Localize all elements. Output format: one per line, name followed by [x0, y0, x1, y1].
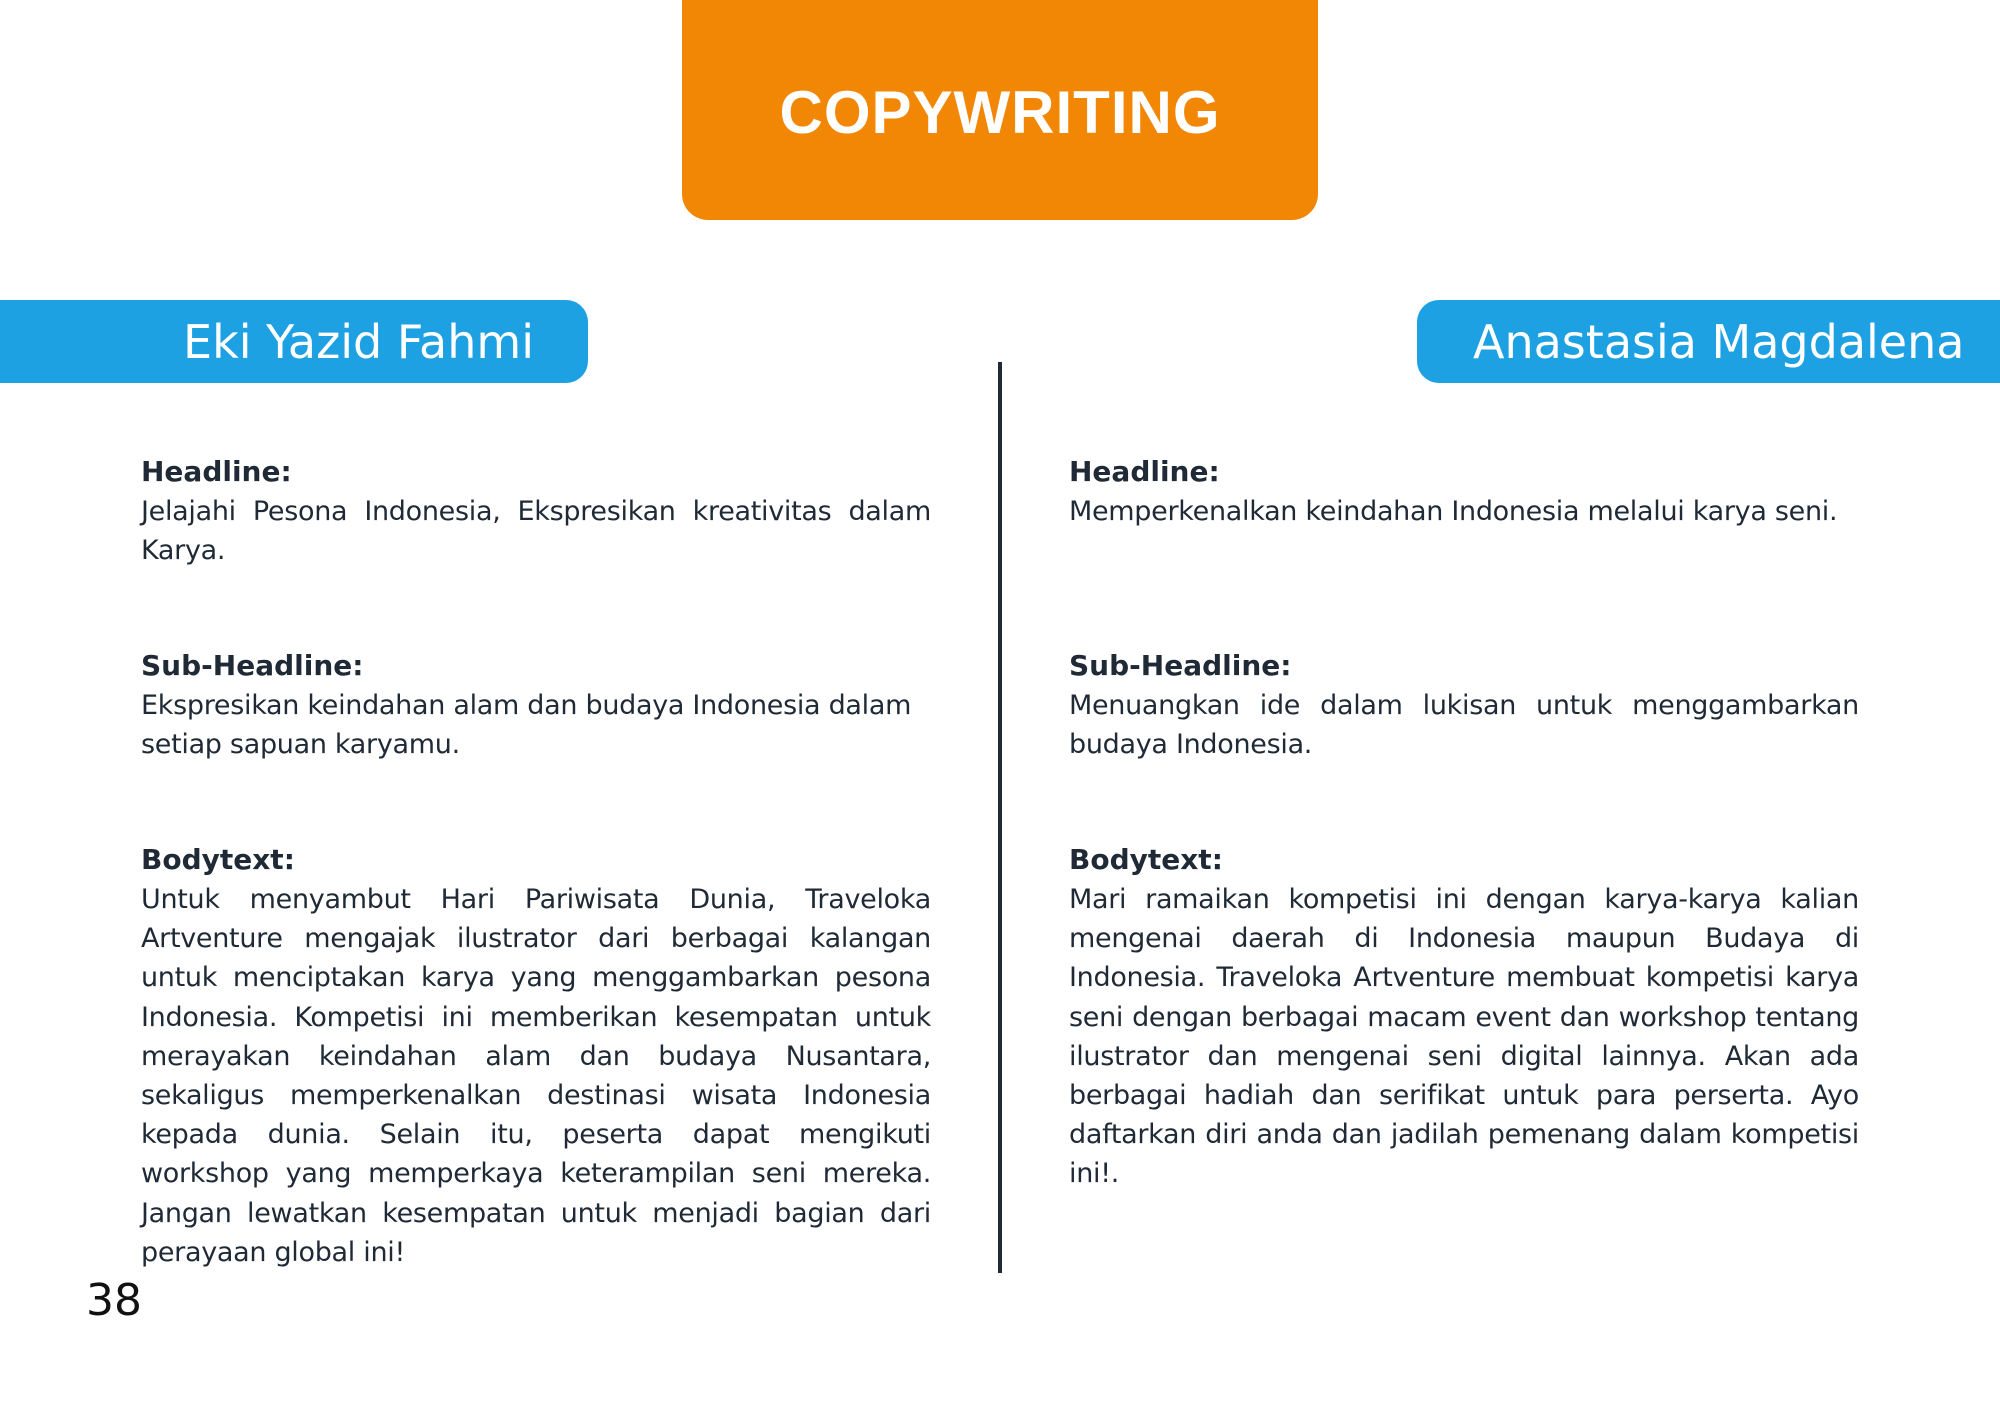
subheadline-section-right [1069, 646, 1859, 764]
headline-section-left [141, 452, 931, 570]
bodytext-section-left [141, 840, 931, 1272]
bodytext-text: Mari ramaikan kompetisi ini dengan karya-karya kalian mengenai daerah di Indonesia maupun Budaya di Indonesia. Traveloka Artventure membuat kompetisi karya seni dengan berbagai macam event dan workshop tentang ilustrator dan mengenai seni digital lainnya. Akan ada berbagai hadiah dan serifikat untuk para perserta. Ayo daftarkan diri anda dan jadilah pemenang dalam kompetisi ini!. [1069, 884, 1859, 1190]
subheadline-text: Ekspresikan keindahan alam dan budaya Indonesia dalam setiap sapuan karyamu. [141, 690, 912, 761]
page-title: COPYWRITING [779, 78, 1221, 146]
author-name-left: Eki Yazid Fahmi [183, 314, 534, 369]
bodytext-label: Bodytext: [141, 843, 295, 876]
bodytext-text: Untuk menyambut Hari Pariwisata Dunia, Traveloka Artventure mengajak ilustrator dari berbagai kalangan untuk menciptakan karya yang menggambarkan pesona Indonesia. Kompetisi ini memberikan kesempatan untuk merayakan keindahan alam dan budaya Nusantara, sekaligus memperkenalkan destinasi wisata Indonesia kepada dunia. Selain itu, peserta dapat mengikuti workshop yang memperkaya keterampilan seni mereka. Jangan lewatkan kesempatan untuk menjadi bagian dari perayaan global ini! [141, 884, 931, 1268]
author-tab-left [0, 300, 588, 383]
bodytext-section-right [1069, 840, 1859, 1194]
subheadline-text: Menuangkan ide dalam lukisan untuk menggambarkan budaya Indonesia. [1069, 690, 1859, 761]
subheadline-label: Sub-Headline: [1069, 649, 1292, 682]
title-banner [682, 0, 1318, 220]
author-name-right: Anastasia Magdalena [1473, 314, 1965, 369]
page-number: 38 [86, 1275, 142, 1326]
headline-text: Memperkenalkan keindahan Indonesia melalui karya seni. [1069, 496, 1838, 527]
column-divider [998, 362, 1002, 1273]
headline-text: Jelajahi Pesona Indonesia, Ekspresikan kreativitas dalam Karya. [141, 496, 931, 567]
headline-section-right [1069, 452, 1859, 531]
subheadline-section-left [141, 646, 931, 764]
subheadline-label: Sub-Headline: [141, 649, 364, 682]
author-tab-right [1417, 300, 2000, 383]
headline-label: Headline: [141, 455, 292, 488]
bodytext-label: Bodytext: [1069, 843, 1223, 876]
headline-label: Headline: [1069, 455, 1220, 488]
